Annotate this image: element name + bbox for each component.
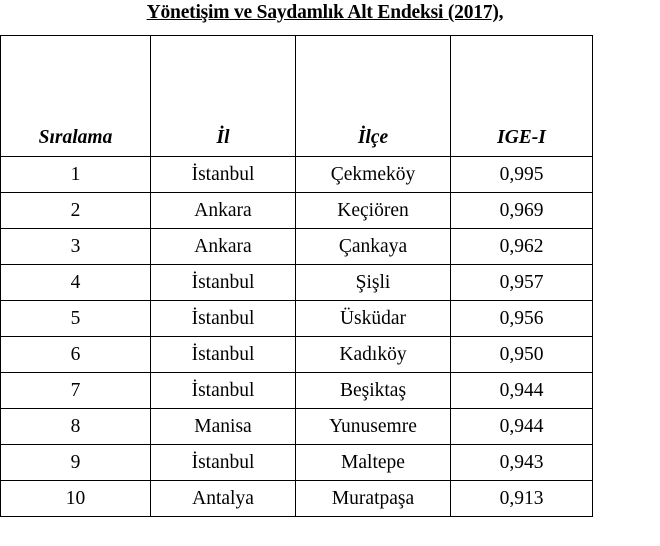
- cell-index-value: 0,962: [451, 229, 593, 265]
- column-header-il: İl: [151, 36, 296, 157]
- cell-rank: 10: [1, 481, 151, 517]
- cell-province: İstanbul: [151, 373, 296, 409]
- table-row: [1, 481, 593, 517]
- cell-rank: 5: [1, 301, 151, 337]
- table-row: [1, 409, 593, 445]
- cell-province: İstanbul: [151, 301, 296, 337]
- cell-district: Kadıköy: [296, 337, 451, 373]
- cell-district: Maltepe: [296, 445, 451, 481]
- cell-rank: 4: [1, 265, 151, 301]
- cell-rank: 8: [1, 409, 151, 445]
- cell-province: İstanbul: [151, 445, 296, 481]
- column-header-ige-i: IGE-I: [451, 36, 593, 157]
- cell-index-value: 0,995: [451, 157, 593, 193]
- cell-district: Üsküdar: [296, 301, 451, 337]
- cell-index-value: 0,944: [451, 409, 593, 445]
- column-header-ilce: İlçe: [296, 36, 451, 157]
- cell-rank: 7: [1, 373, 151, 409]
- cell-district: Yunusemre: [296, 409, 451, 445]
- cell-index-value: 0,913: [451, 481, 593, 517]
- cell-district: Muratpaşa: [296, 481, 451, 517]
- cell-province: Manisa: [151, 409, 296, 445]
- cell-rank: 2: [1, 193, 151, 229]
- cell-district: Beşiktaş: [296, 373, 451, 409]
- table-row: [1, 373, 593, 409]
- table-row: [1, 265, 593, 301]
- cell-index-value: 0,950: [451, 337, 593, 373]
- cell-district: Şişli: [296, 265, 451, 301]
- cell-rank: 1: [1, 157, 151, 193]
- cell-province: Ankara: [151, 193, 296, 229]
- cell-index-value: 0,957: [451, 265, 593, 301]
- table-row: [1, 445, 593, 481]
- cell-province: Antalya: [151, 481, 296, 517]
- table-row: [1, 229, 593, 265]
- ranking-table: [0, 35, 593, 517]
- cell-rank: 6: [1, 337, 151, 373]
- table-row: [1, 193, 593, 229]
- cell-rank: 9: [1, 445, 151, 481]
- cell-index-value: 0,969: [451, 193, 593, 229]
- table-row: [1, 337, 593, 373]
- cell-rank: 3: [1, 229, 151, 265]
- cell-province: İstanbul: [151, 265, 296, 301]
- cell-district: Çekmeköy: [296, 157, 451, 193]
- cell-index-value: 0,956: [451, 301, 593, 337]
- table-row: [1, 157, 593, 193]
- cell-province: Ankara: [151, 229, 296, 265]
- cell-province: İstanbul: [151, 337, 296, 373]
- table-header-row: [1, 36, 593, 157]
- cell-district: Çankaya: [296, 229, 451, 265]
- cell-district: Keçiören: [296, 193, 451, 229]
- table-title-container: [55, 0, 595, 30]
- table-title: Yönetişim ve Saydamlık Alt Endeksi (2017),: [146, 2, 504, 23]
- column-header-siralama: Sıralama: [1, 36, 151, 157]
- cell-province: İstanbul: [151, 157, 296, 193]
- cell-index-value: 0,943: [451, 445, 593, 481]
- table-row: [1, 301, 593, 337]
- cell-index-value: 0,944: [451, 373, 593, 409]
